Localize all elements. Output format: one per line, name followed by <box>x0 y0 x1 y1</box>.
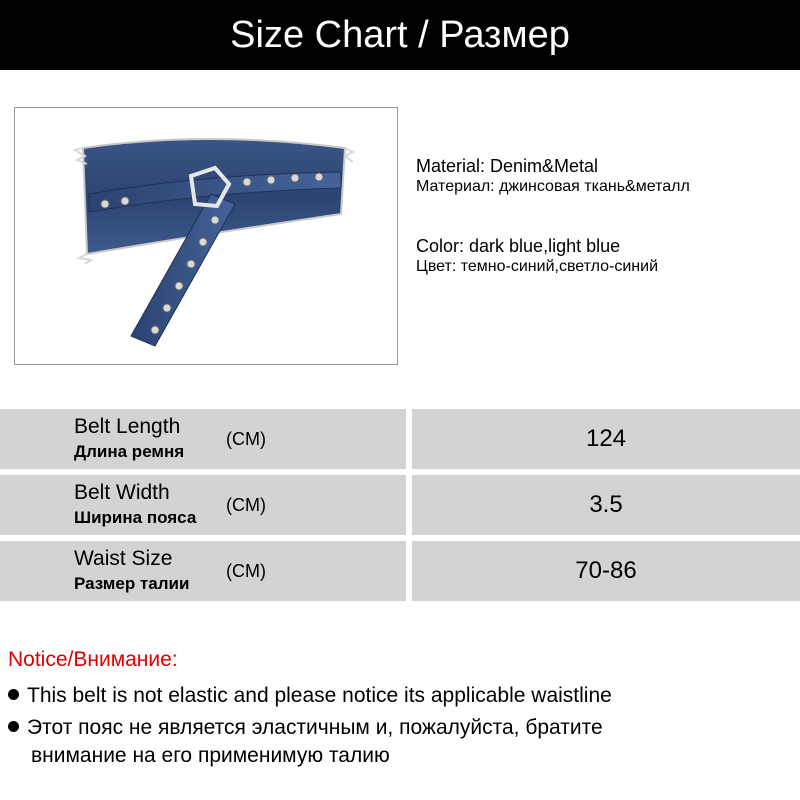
row-label-ru: Длина ремня <box>74 442 185 461</box>
row-label-en: Belt Length <box>74 415 181 438</box>
table-row <box>0 475 800 535</box>
row-label-ru: Размер талии <box>74 574 190 593</box>
notice-text-en: This belt is not elastic and please notice its applicable waistline <box>27 684 612 707</box>
product-info <box>416 155 796 277</box>
color-en: Color: dark blue,light blue <box>416 236 621 256</box>
material-en: Material: Denim&Metal <box>416 156 599 176</box>
notice-title: Notice/Внимание: <box>8 648 178 671</box>
notice-bullet-ru <box>8 714 603 770</box>
page-title: Size Chart / Размер <box>0 0 800 70</box>
table-row <box>0 541 800 601</box>
row-label-cell <box>0 409 406 469</box>
row-unit: (CM) <box>226 429 266 449</box>
row-label-cell <box>0 475 406 535</box>
row-unit: (CM) <box>226 561 266 581</box>
material-ru: Материал: джинсовая ткань&металл <box>416 178 690 195</box>
table-row <box>0 409 800 469</box>
notice-text-ru-line2: внимание на его применимую талию <box>31 744 390 767</box>
bullet-dot-icon <box>8 721 19 732</box>
row-value: 124 <box>412 409 800 469</box>
row-value: 3.5 <box>412 475 800 535</box>
row-label-ru: Ширина пояса <box>74 508 197 527</box>
row-unit: (CM) <box>226 495 266 515</box>
row-label-en: Waist Size <box>74 547 173 570</box>
notice-text-ru-line1: Этот пояс не является эластичным и, пожалуйста, братите <box>27 716 603 739</box>
row-value: 70-86 <box>412 541 800 601</box>
denim-belt-illustration <box>15 108 397 364</box>
color-ru: Цвет: темно-синий,светло-синий <box>416 258 658 275</box>
notice-bullet-en <box>8 682 612 710</box>
bullet-dot-icon <box>8 689 19 700</box>
row-label-en: Belt Width <box>74 481 170 504</box>
product-image <box>14 107 398 365</box>
row-label-cell <box>0 541 406 601</box>
